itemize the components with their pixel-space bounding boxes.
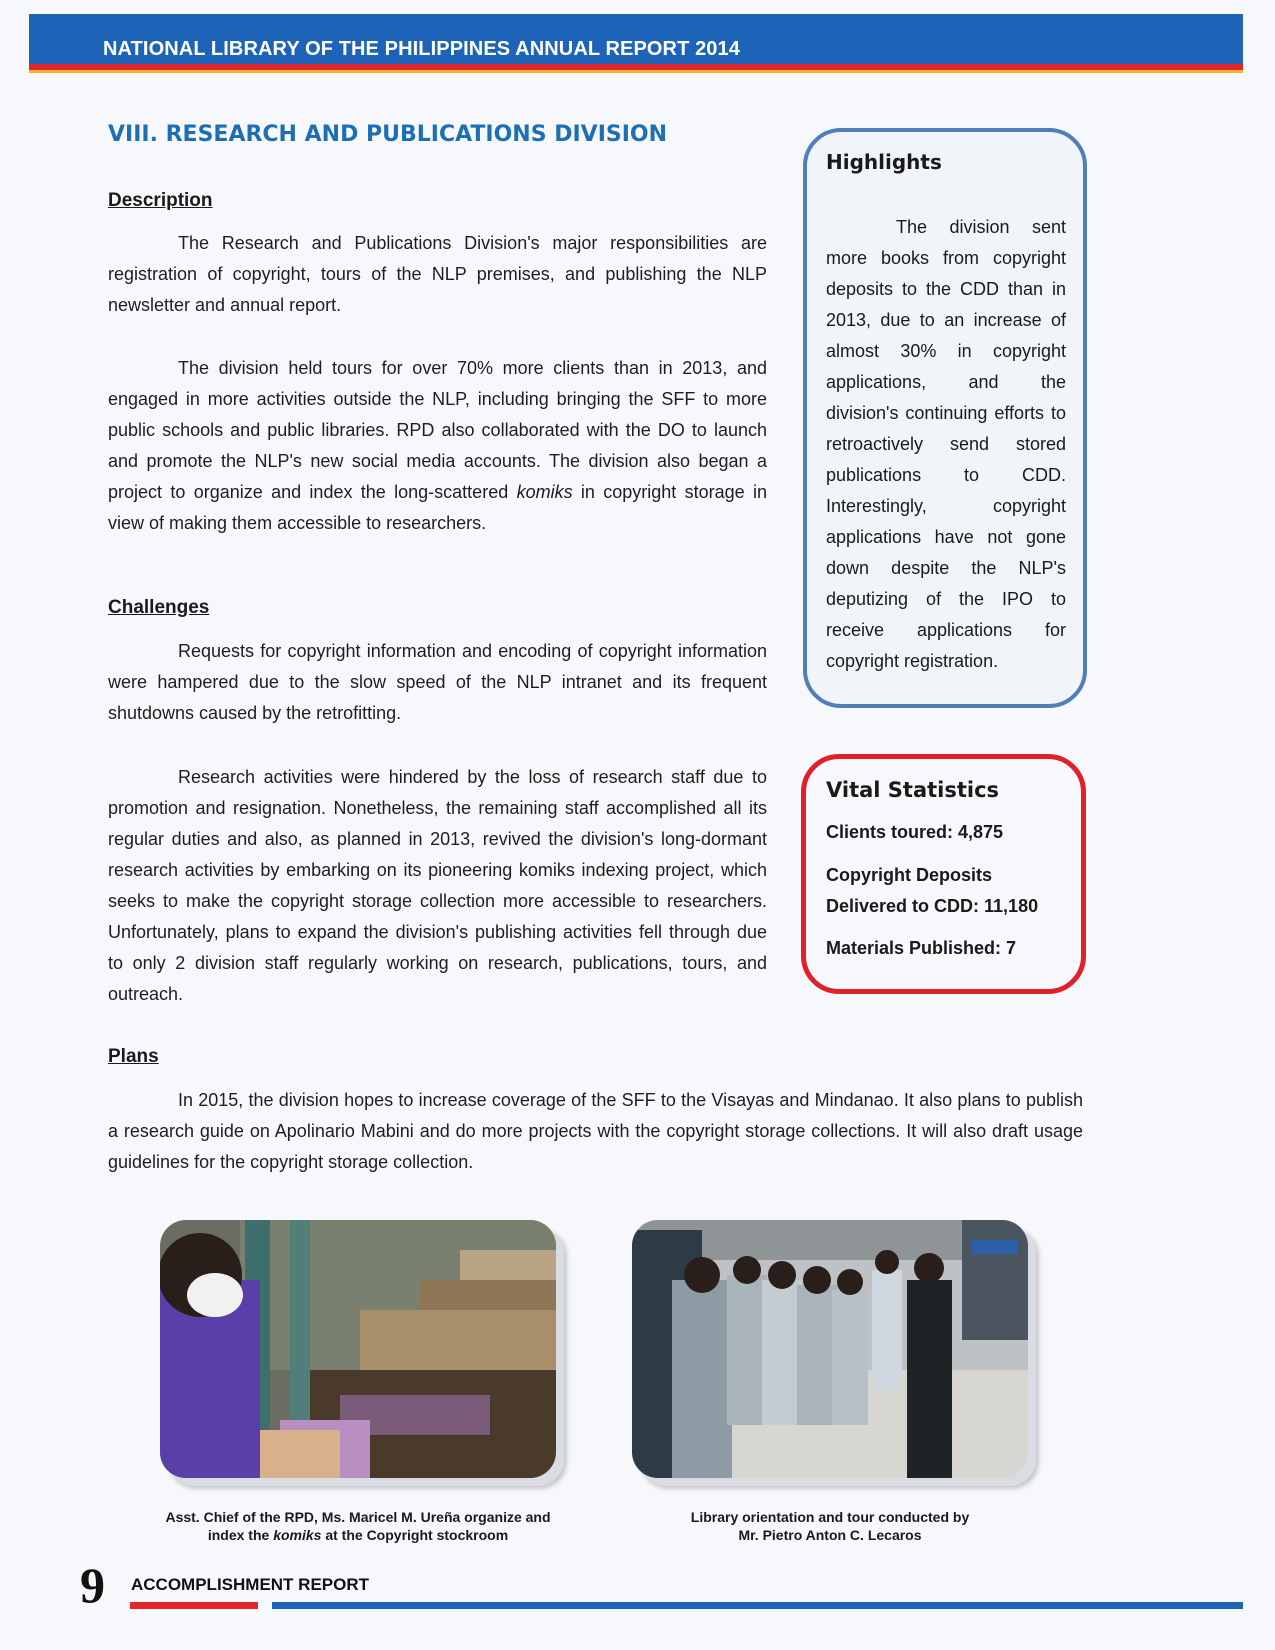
page-number: 9 xyxy=(80,1557,105,1613)
photo-library-tour xyxy=(632,1220,1028,1478)
stat-copyright-deposits-label: Copyright Deposits xyxy=(826,865,993,885)
highlights-text: The division sent more books from copyright deposits to the CDD than in 2013, due to an increase of almost 30% in copyright applications, and the division's continuing efforts to retroactively send stored publications to CDD. Interestingly, copyright applications have not gone down despite the NLP's deputizing of the IPO to receive applications for copyright registration. xyxy=(826,217,1066,671)
challenges-heading: Challenges xyxy=(108,597,210,618)
description-paragraph-2: The division held tours for over 70% more clients than in 2013, and engaged in more activities outside the NLP, including bringing the SFF to more public schools and public libraries. RPD also collaborated with the DO to launch and promote the NLP's new social media accounts. The division also began a project to organize and index the long-scattered komiks in copyright storage in view of making them accessible to researchers. xyxy=(108,358,767,533)
report-title: NATIONAL LIBRARY OF THE PHILIPPINES ANNUAL REPORT 2014 xyxy=(103,38,740,60)
footer-label: ACCOMPLISHMENT REPORT xyxy=(131,1575,369,1594)
challenges-paragraph-2: Research activities were hindered by the loss of research staff due to promotion and resignation. Nonetheless, the remaining staff accomplished all its regular duties and also, as planned in 2013, revived the division's long-dormant research activities by embarking on its pioneering komiks indexing project, which seeks to make the copyright storage collection more accessible to researchers. Unfortunately, plans to expand the division's publishing activities fell through due to only 2 division staff regularly working on research, publications, tours, and outreach. xyxy=(108,767,767,1004)
plans-paragraph: In 2015, the division hopes to increase coverage of the SFF to the Visayas and Mindanao. It also plans to publish a research guide on Apolinario Mabini and do more projects with the copyright storage collections. It will also draft usage guidelines for the copyright storage collection. xyxy=(108,1090,1083,1172)
section-title: VIII. RESEARCH AND PUBLICATIONS DIVISION xyxy=(108,122,668,147)
vital-statistics-title: Vital Statistics xyxy=(826,778,1000,802)
highlights-title: Highlights xyxy=(826,150,942,174)
footer-blue-stripe xyxy=(272,1602,1243,1609)
stat-clients-toured: Clients toured: 4,875 xyxy=(826,822,1004,842)
footer-red-stripe xyxy=(130,1602,258,1609)
stat-copyright-deposits-value: Delivered to CDD: 11,180 xyxy=(826,896,1039,916)
plans-heading: Plans xyxy=(108,1046,159,1067)
komiks-emphasis: komiks xyxy=(516,482,573,502)
description-heading: Description xyxy=(108,190,213,211)
stat-materials-published: Materials Published: 7 xyxy=(826,938,1017,958)
caption-photo-2: Library orientation and tour conducted by Mr. Pietro Anton C. Lecaros xyxy=(690,1509,970,1543)
description-paragraph-1: The Research and Publications Division's major responsibilities are registration of copyright, tours of the NLP premises, and publishing the NLP newsletter and annual report. xyxy=(108,233,767,315)
challenges-paragraph-1: Requests for copyright information and encoding of copyright information were hampered due to the slow speed of the NLP intranet and its frequent shutdowns caused by the retrofitting. xyxy=(108,641,767,723)
caption-photo-1: Asst. Chief of the RPD, Ms. Maricel M. Ureña organize and index the komiks at the Copyright stockroom xyxy=(165,1509,551,1543)
header-yellow-stripe xyxy=(29,70,1243,73)
photo-copyright-stockroom xyxy=(160,1220,556,1478)
